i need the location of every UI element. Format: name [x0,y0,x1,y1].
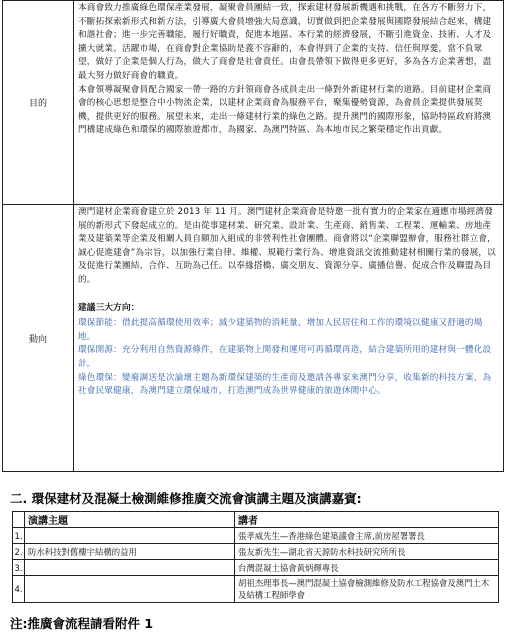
purpose-label: 目的 [3,1,74,205]
table-row [13,560,499,576]
info-table [2,0,504,472]
row-number: 2. [13,544,25,560]
direction-green: 綠色環保：變廢調送是次論壇主題為新環保建築的生產商及邀請各專家來澳門分享，收集新的科技方案，為社會民眾健康，為澳門建立環保城市，打造澳門成為世界健康的旅遊休閒中心。 [78,372,492,397]
row-topic [25,576,235,603]
row-speaker: 張友新先生—湖北省天源防水科技研究所所長 [235,544,499,560]
section-title: 二. 環保建材及混凝土檢測維修推廣交流會演講主題及演講嘉賓: [10,491,362,506]
row-topic [25,528,235,544]
purpose-content [74,1,504,205]
trend-row [3,205,504,472]
table-row [13,544,499,560]
row-speaker: 張孝威先生—香港綠色建築議會主席,前房屋署署長 [235,528,499,544]
purpose-row [3,1,504,205]
row-speaker: 胡祖杰理事長—澳門混凝土協會檢測維修及防水工程協會及澳門土木及結構工程師學會 [235,576,499,603]
table-row [13,528,499,544]
speakers-table [12,511,499,603]
row-number: 1. [13,528,25,544]
purpose-paragraph-1: 本商會致力推廣綠色環保產業發展，凝聚會員團結一致，探索建材發展新機遇和挑戰，在各方不斷努力下，不斷拓探索新形式和新方法，引導廣大會員增強大局意識，切實做到把企業發展與國際發展結合起來，構建和諧社會；進一步完善職能，履行好職責，促進本地區、本行業的經濟發展，不斷引進資金、技術、人才及擴大就業、活躍市場，在商會對企業協助是義不容辭的，本會得到了企業的支持、信任與厚愛，當不負眾望，做好了企業是個人行為，做大了商會是社會責任。由會長帶領下做得更多更好，多為各方企業著想，盡最大努力做好商會的職責。 [78,3,492,81]
row-number: 4. [13,576,25,603]
row-number: 3. [13,560,25,576]
trend-label: 動向 [3,205,74,472]
document-page [2,0,504,472]
header-number-cell [13,512,25,528]
row-topic: 防水科技對舊樓宇結構的益用 [25,544,235,560]
row-speaker: 台灣混凝土協會黃炳輝專長 [235,560,499,576]
speakers-header-row [13,512,499,528]
table-row [13,576,499,603]
header-speaker: 講者 [235,512,499,528]
trend-intro: 澳門建材企業商會建立於 2013 年 11 月。澳門建材企業商會是特邀一批有實力的企業家在適應市場經濟發展的新形式下發起成立的。是由從事建材業、研究業、設計業、生產商、銷售業、工程業、運輸業、房地產業及建築業等企業及相關人員自願加入組成的非營利性社會團體。商會將以“企業聯盟辦會，服務社群立會，誠心促進建會”為宗旨，以加強行業自律、維權、規範行業行為、增進資訊交流推動建材相關行業的發展，以及促進行業團結、合作、互助為己任。以奉緣搭橋、廣交朋友、資源分享、廣播信譽、促成合作及聯盟為目的。 [78,207,496,285]
direction-resources: 環保開源：充分利用自然資源條件，在建築物上開發和運用可再循環再造，結合建築所用的建材與一體化設計。 [78,345,492,369]
direction-energy-saving: 環保節能：借此提高循環使用效率；減少建築物的消耗量，增加人民居住和工作的環境以健康又舒適的場地。 [78,318,483,342]
trend-content [74,205,504,472]
row-topic [25,560,235,576]
purpose-paragraph-2: 本會領導凝聚會員配合國家一帶一路的方針領商會各成員走出一條對外新建材行業的道路。目前建材企業商會的核心思想是整合中小物流企業，以建材企業商會為服務平台，聚集優勢資源，為會員企業提供發展契機，提供更好的服務。展望未來，走出一條建材行業的綠色之路。提升澳門的國際形象，協助特區政府將澳門構建成綠色和環保的國際旅遊都市，為國家、為澳門特區、為本地市民之繁榮穩定作出貢獻。 [78,84,492,136]
directions-heading: 建議三大方向： [78,302,140,313]
footnote: 注:推廣會流程請看附件 1 [10,616,154,631]
header-topic: 演講主題 [25,512,235,528]
